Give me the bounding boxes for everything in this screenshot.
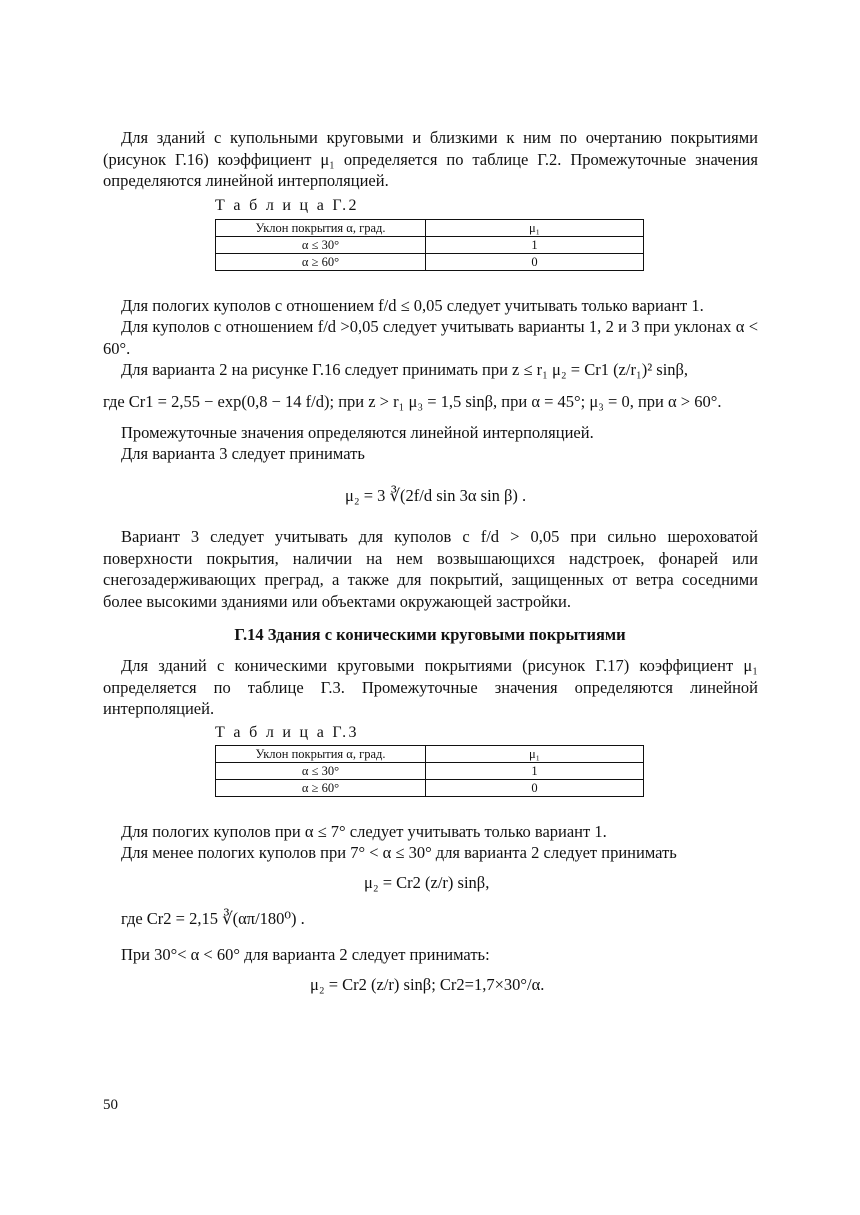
table-cell: 0 [426, 254, 644, 271]
table-cell: α ≥ 60° [216, 254, 426, 271]
table-header-cell: μ₁ [426, 746, 644, 763]
table-row [216, 254, 644, 271]
line-less-flat-cones: Для менее пологих куполов при 7° < α ≤ 30° для варианта 2 следует принимать [121, 843, 677, 862]
section-heading: Г.14 Здания с коническими круговыми покрытиями [234, 625, 626, 644]
table-header-cell: Уклон покрытия α, град. [216, 746, 426, 763]
table-cell: α ≤ 30° [216, 237, 426, 254]
table-cell: α ≤ 30° [216, 763, 426, 780]
paragraph-cones-intro: Для зданий с коническими круговыми покрытиями (рисунок Г.17) коэффициент μ₁ определяется по таблице Г.3. Промежуточные значения определяются линейной интерполяцией. [103, 656, 758, 718]
table-row [216, 763, 644, 780]
table-cell: 0 [426, 780, 644, 797]
table-cell: 1 [426, 237, 644, 254]
table-row [216, 220, 644, 237]
formula-mu2-steep: μ₂ = Cr2 (z/r) sinβ; Cr2=1,7×30°/α. [310, 975, 545, 994]
table-cell: 1 [426, 763, 644, 780]
table-cell: α ≥ 60° [216, 780, 426, 797]
table-2 [215, 219, 644, 271]
formula-mu2-cone: μ₂ = Cr2 (z/r) sinβ, [364, 873, 490, 892]
paragraph-domes-variants: Для куполов с отношением f/d >0,05 следует учитывать варианты 1, 2 и 3 при уклонах α < 60°. [103, 317, 758, 358]
paragraph-domes-intro: Для зданий с купольными круговыми и близкими к ним по очертанию покрытиями (рисунок Г.16) коэффициент μ₁ определяется по таблице Г.2. Промежуточные значения определяются линейной интерполяцией. [103, 128, 758, 190]
table-2-caption: Т а б л и ц а Г.2 [215, 197, 359, 214]
page-number: 50 [103, 1097, 118, 1113]
table-3 [215, 745, 644, 797]
where-label: где [103, 392, 125, 411]
table-header-cell: Уклон покрытия α, град. [216, 220, 426, 237]
table-row [216, 780, 644, 797]
table-3-caption: Т а б л и ц а Г.3 [215, 724, 359, 741]
line-flat-domes: Для пологих куполов с отношением f/d ≤ 0,05 следует учитывать только вариант 1. [121, 296, 704, 315]
table-row [216, 237, 644, 254]
formula-cr1: Cr1 = 2,55 − exp(0,8 − 14 f/d) [128, 392, 330, 411]
line-interpolation: Промежуточные значения определяются линейной интерполяцией. [121, 423, 594, 442]
line-variant-3: Для варианта 3 следует принимать [121, 444, 365, 463]
table-row [216, 746, 644, 763]
paragraph-variant-3-conditions: Вариант 3 следует учитывать для куполов с f/d > 0,05 при сильно шероховатой поверхности покрытия, наличии на нем возвышающихся надстроек, фонарей или снегозадерживающих преград, а также для покрытий, защищенных от ветра соседними более высокими зданиями или объектами окружающей застройки. [103, 527, 758, 611]
formula-cr1-line [103, 381, 721, 423]
formula-cr2-root: где Cr2 = 2,15 ∛(απ/180⁰) . [121, 909, 305, 928]
line-variant-2: Для варианта 2 на рисунке Г.16 следует принимать при z ≤ r₁ μ₂ = Cr1 (z/r₁)² sinβ, [121, 360, 689, 379]
formula-mu3-conditions: ; при z > r₁ μ₃ = 1,5 sinβ, при α = 45°; μ₃ = 0, при α > 60°. [329, 392, 722, 411]
table-header-cell: μ₁ [426, 220, 644, 237]
line-flat-cones: Для пологих куполов при α ≤ 7° следует учитывать только вариант 1. [121, 822, 607, 841]
line-steep-cones: При 30°< α < 60° для варианта 2 следует принимать: [121, 945, 490, 964]
formula-mu2-variant3: μ₂ = 3 ∛(2f/d sin 3α sin β) . [345, 486, 527, 505]
